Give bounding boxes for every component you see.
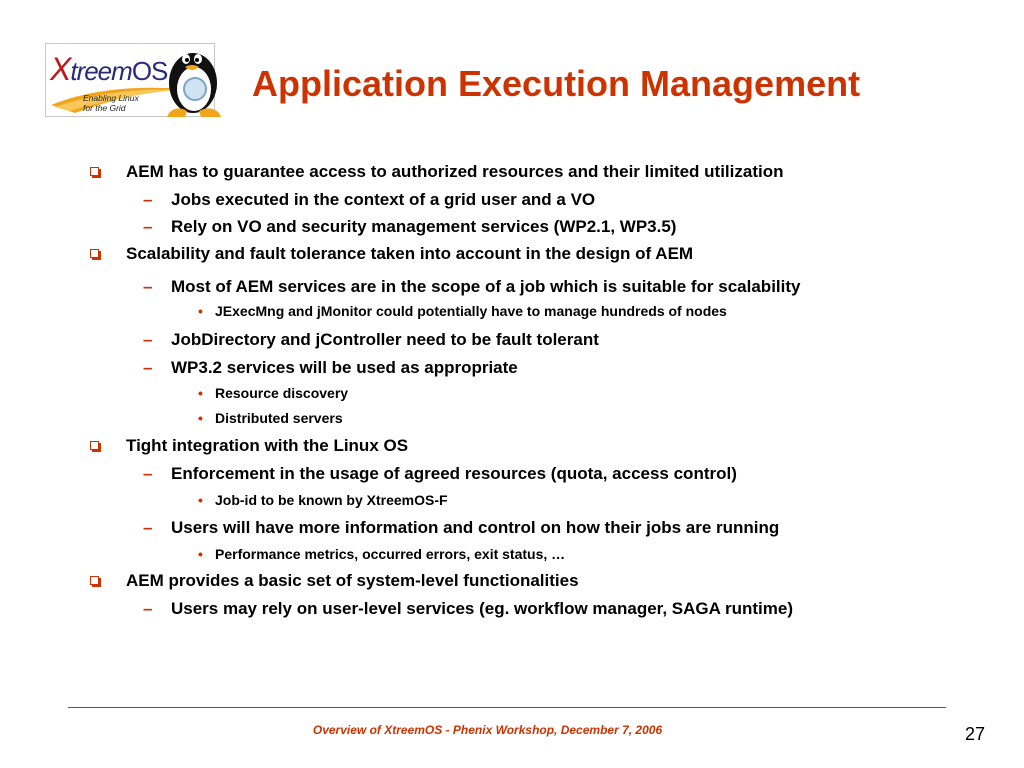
- logo-brand-treem: treem: [70, 56, 132, 86]
- logo-tagline: [83, 93, 163, 113]
- dot-bullet: •: [198, 303, 203, 319]
- bullet-text-level2: Jobs executed in the context of a grid user and a VO: [171, 190, 596, 209]
- bullet-text-level1: AEM provides a basic set of system-level functionalities: [126, 571, 579, 590]
- bullet-text-level3: Performance metrics, occurred errors, exit status, …: [215, 546, 566, 562]
- square-bullet-icon: [90, 576, 99, 585]
- slide-title: Application Execution Management: [252, 63, 861, 104]
- bullet-text-level3: Job-id to be known by XtreemOS-F: [215, 492, 448, 508]
- dash-bullet: –: [143, 464, 153, 483]
- dash-bullet: –: [143, 599, 153, 618]
- bullet-text-level1: Scalability and fault tolerance taken into account in the design of AEM: [126, 244, 694, 263]
- bullet-text-level2: Users will have more information and control on how their jobs are running: [171, 518, 780, 537]
- bullet-text-level2: Most of AEM services are in the scope of a job which is suitable for scalability: [171, 277, 801, 296]
- dash-bullet: –: [143, 518, 153, 537]
- dot-bullet: •: [198, 492, 203, 508]
- dot-bullet: •: [198, 546, 203, 562]
- logo-tagline-1: Enabling Linux: [83, 93, 139, 103]
- dash-bullet: –: [143, 190, 153, 209]
- bullet-text-level3: Distributed servers: [215, 410, 343, 426]
- dash-bullet: –: [143, 217, 153, 236]
- logo-brand-text: [50, 51, 167, 88]
- bullet-text-level2: Rely on VO and security management services (WP2.1, WP3.5): [171, 217, 677, 236]
- dash-bullet: –: [143, 358, 153, 377]
- bullet-text-level1: AEM has to guarantee access to authorized resources and their limited utilization: [126, 162, 784, 181]
- logo-brand-x: X: [50, 51, 71, 87]
- bullet-text-level2: JobDirectory and jController need to be fault tolerant: [171, 330, 599, 349]
- logo-tagline-2: for the Grid: [83, 103, 126, 113]
- square-bullet-icon: [90, 441, 99, 450]
- bullet-text-level2: WP3.2 services will be used as appropriate: [171, 358, 518, 377]
- bullet-text-level2: Enforcement in the usage of agreed resources (quota, access control): [171, 464, 737, 483]
- penguin-icon: [167, 53, 221, 117]
- xtreemos-logo: [45, 43, 223, 117]
- dot-bullet: •: [198, 385, 203, 401]
- bullet-text-level3: JExecMng and jMonitor could potentially have to manage hundreds of nodes: [215, 303, 727, 319]
- square-bullet-icon: [90, 167, 99, 176]
- dot-bullet: •: [198, 410, 203, 426]
- dash-bullet: –: [143, 277, 153, 296]
- square-bullet-icon: [90, 249, 99, 258]
- footer-text: Overview of XtreemOS - Phenix Workshop, December 7, 2006: [312, 723, 663, 737]
- bullet-text-level3: Resource discovery: [215, 385, 349, 401]
- dash-bullet: –: [143, 330, 153, 349]
- logo-brand-os: OS: [131, 56, 168, 86]
- footer-divider: [68, 707, 946, 708]
- bullet-text-level1: Tight integration with the Linux OS: [126, 436, 409, 455]
- bullet-text-level2: Users may rely on user-level services (eg. workflow manager, SAGA runtime): [171, 599, 794, 618]
- page-number: 27: [965, 724, 986, 744]
